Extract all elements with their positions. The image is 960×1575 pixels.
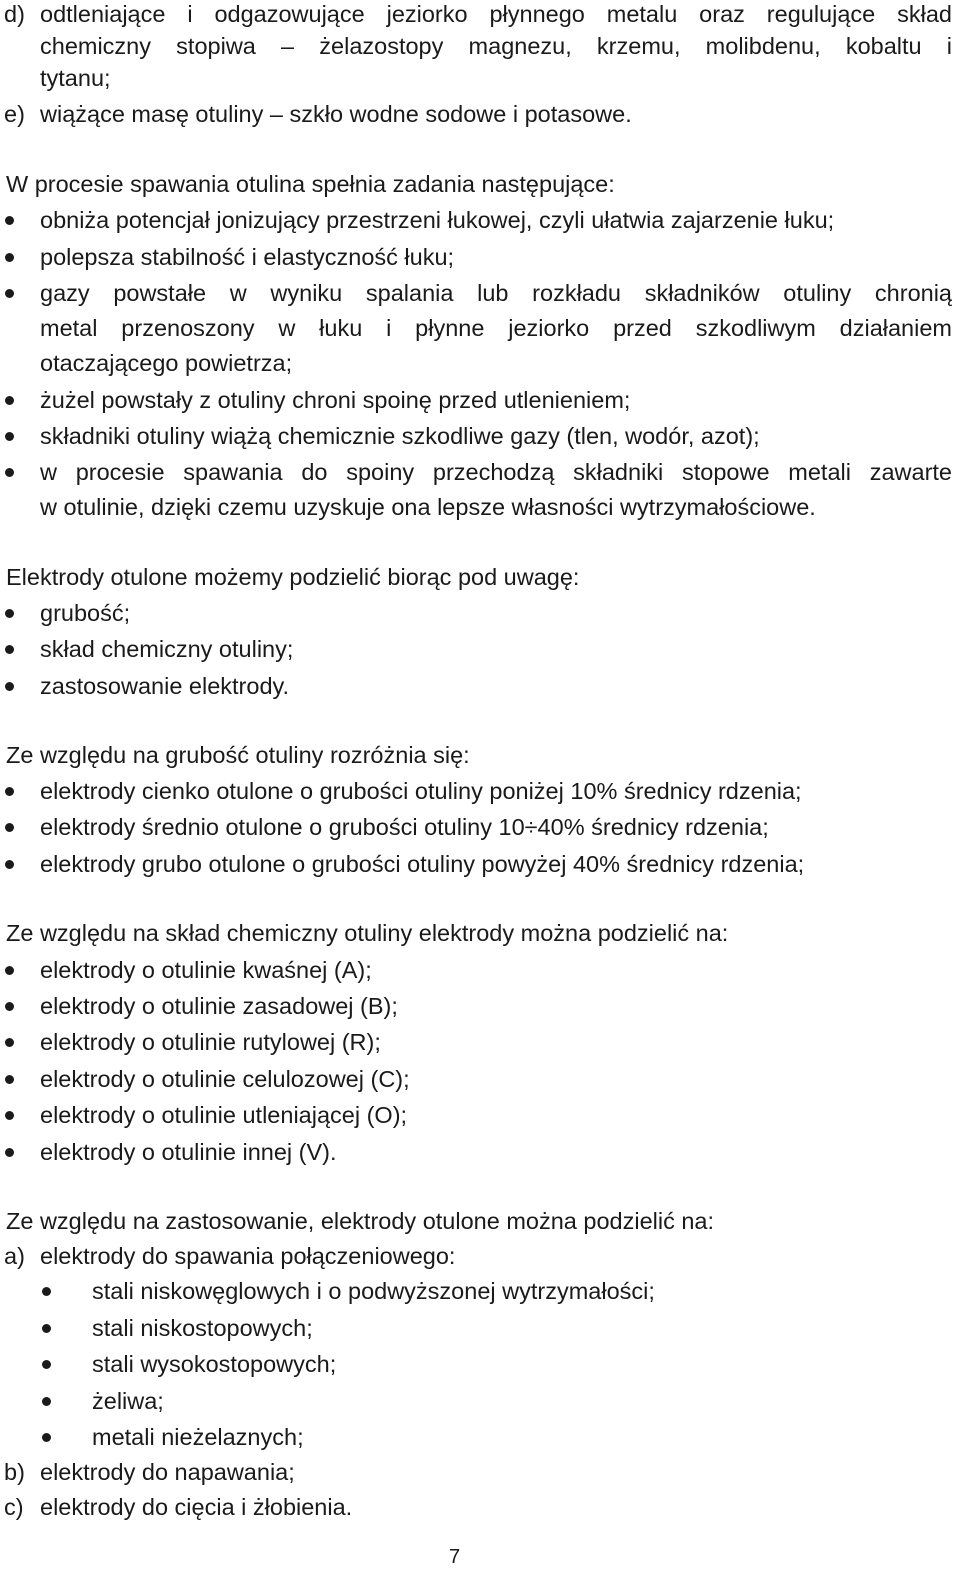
bullet-icon xyxy=(5,396,14,405)
bullet-icon xyxy=(42,1360,51,1369)
composition-item-2: elektrody o otulinie zasadowej (B); xyxy=(40,993,398,1019)
thickness-item-1: elektrody cienko otulone o grubości otuliny poniżej 10% średnicy rdzenia; xyxy=(40,778,802,804)
composition-item-1: elektrody o otulinie kwaśnej (A); xyxy=(40,957,372,983)
bullet-icon xyxy=(5,216,14,225)
composition-item-6: elektrody o otulinie innej (V). xyxy=(40,1139,337,1165)
bullet-icon xyxy=(5,1038,14,1047)
list-item-d-line-1: odtleniające i odgazowujące jeziorko płynnego metalu oraz regulujące skład xyxy=(40,1,952,27)
bullet-icon xyxy=(42,1287,51,1296)
bullet-icon xyxy=(5,1002,14,1011)
application-item-c: elektrody do cięcia i żłobienia. xyxy=(40,1494,353,1520)
division-item-3: zastosowanie elektrody. xyxy=(40,673,290,699)
list-item-d-line-3: tytanu; xyxy=(40,65,111,91)
tasks-item-6-line-1: w procesie spawania do spoiny przechodzą składniki stopowe metali zawarte xyxy=(40,459,952,485)
list-item-d-line-2: chemiczny stopiwa – żelazostopy magnezu, krzemu, molibdenu, kobaltu i xyxy=(40,33,952,59)
application-sub-item-5: metali nieżelaznych; xyxy=(92,1424,304,1450)
tasks-item-5: składniki otuliny wiążą chemicznie szkodliwe gazy (tlen, wodór, azot); xyxy=(40,423,760,449)
bullet-icon xyxy=(5,787,14,796)
bullet-icon xyxy=(5,645,14,654)
section-heading-composition: Ze względu na skład chemiczny otuliny elektrody można podzielić na: xyxy=(6,920,729,946)
bullet-icon xyxy=(5,823,14,832)
application-sub-item-2: stali niskostopowych; xyxy=(92,1315,313,1341)
section-heading-division: Elektrody otulone możemy podzielić biorąc pod uwagę: xyxy=(6,564,580,590)
section-heading-thickness: Ze względu na grubość otuliny rozróżnia się: xyxy=(6,742,470,768)
bullet-icon xyxy=(42,1433,51,1442)
tasks-item-3-line-3: otaczającego powietrza; xyxy=(40,350,293,376)
composition-item-4: elektrody o otulinie celulozowej (C); xyxy=(40,1066,410,1092)
list-marker-c: c) xyxy=(4,1494,24,1520)
tasks-item-2: polepsza stabilność i elastyczność łuku; xyxy=(40,244,455,270)
bullet-icon xyxy=(5,1075,14,1084)
application-sub-item-4: żeliwa; xyxy=(92,1388,164,1414)
tasks-item-6-line-2: w otulinie, dzięki czemu uzyskuje ona lepsze własności wytrzymałościowe. xyxy=(40,494,816,520)
bullet-icon xyxy=(5,432,14,441)
bullet-icon xyxy=(5,468,14,477)
bullet-icon xyxy=(5,1148,14,1157)
application-sub-item-3: stali wysokostopowych; xyxy=(92,1351,337,1377)
bullet-icon xyxy=(5,1111,14,1120)
tasks-item-3-line-1: gazy powstałe w wyniku spalania lub rozkładu składników otuliny chronią xyxy=(40,280,952,306)
bullet-icon xyxy=(5,966,14,975)
application-item-a: elektrody do spawania połączeniowego: xyxy=(40,1243,456,1269)
division-item-2: skład chemiczny otuliny; xyxy=(40,636,294,662)
list-item-e-line-1: wiążące masę otuliny – szkło wodne sodowe i potasowe. xyxy=(40,101,632,127)
page-number: 7 xyxy=(449,1546,461,1568)
bullet-icon xyxy=(5,682,14,691)
application-item-b: elektrody do napawania; xyxy=(40,1459,295,1485)
list-marker-b: b) xyxy=(4,1459,25,1485)
list-marker-e: e) xyxy=(4,101,25,127)
bullet-icon xyxy=(42,1324,51,1333)
application-sub-item-1: stali niskowęglowych i o podwyższonej wytrzymałości; xyxy=(92,1278,655,1304)
section-heading-tasks: W procesie spawania otulina spełnia zadania następujące: xyxy=(6,171,615,197)
division-item-1: grubość; xyxy=(40,600,131,626)
composition-item-5: elektrody o otulinie utleniającej (O); xyxy=(40,1102,408,1128)
bullet-icon xyxy=(42,1397,51,1406)
list-marker-d: d) xyxy=(4,1,25,27)
thickness-item-3: elektrody grubo otulone o grubości otuliny powyżej 40% średnicy rdzenia; xyxy=(40,851,805,877)
bullet-icon xyxy=(5,860,14,869)
bullet-icon xyxy=(5,609,14,618)
tasks-item-3-line-2: metal przenoszony w łuku i płynne jeziorko przed szkodliwym działaniem xyxy=(40,315,952,341)
section-heading-application: Ze względu na zastosowanie, elektrody otulone można podzielić na: xyxy=(6,1208,715,1234)
tasks-item-1: obniża potencjał jonizujący przestrzeni łukowej, czyli ułatwia zajarzenie łuku; xyxy=(40,207,835,233)
bullet-icon xyxy=(5,289,14,298)
tasks-item-4: żużel powstały z otuliny chroni spoinę przed utlenieniem; xyxy=(40,387,631,413)
composition-item-3: elektrody o otulinie rutylowej (R); xyxy=(40,1029,381,1055)
bullet-icon xyxy=(5,253,14,262)
list-marker-a: a) xyxy=(4,1243,25,1269)
thickness-item-2: elektrody średnio otulone o grubości otuliny 10÷40% średnicy rdzenia; xyxy=(40,814,769,840)
